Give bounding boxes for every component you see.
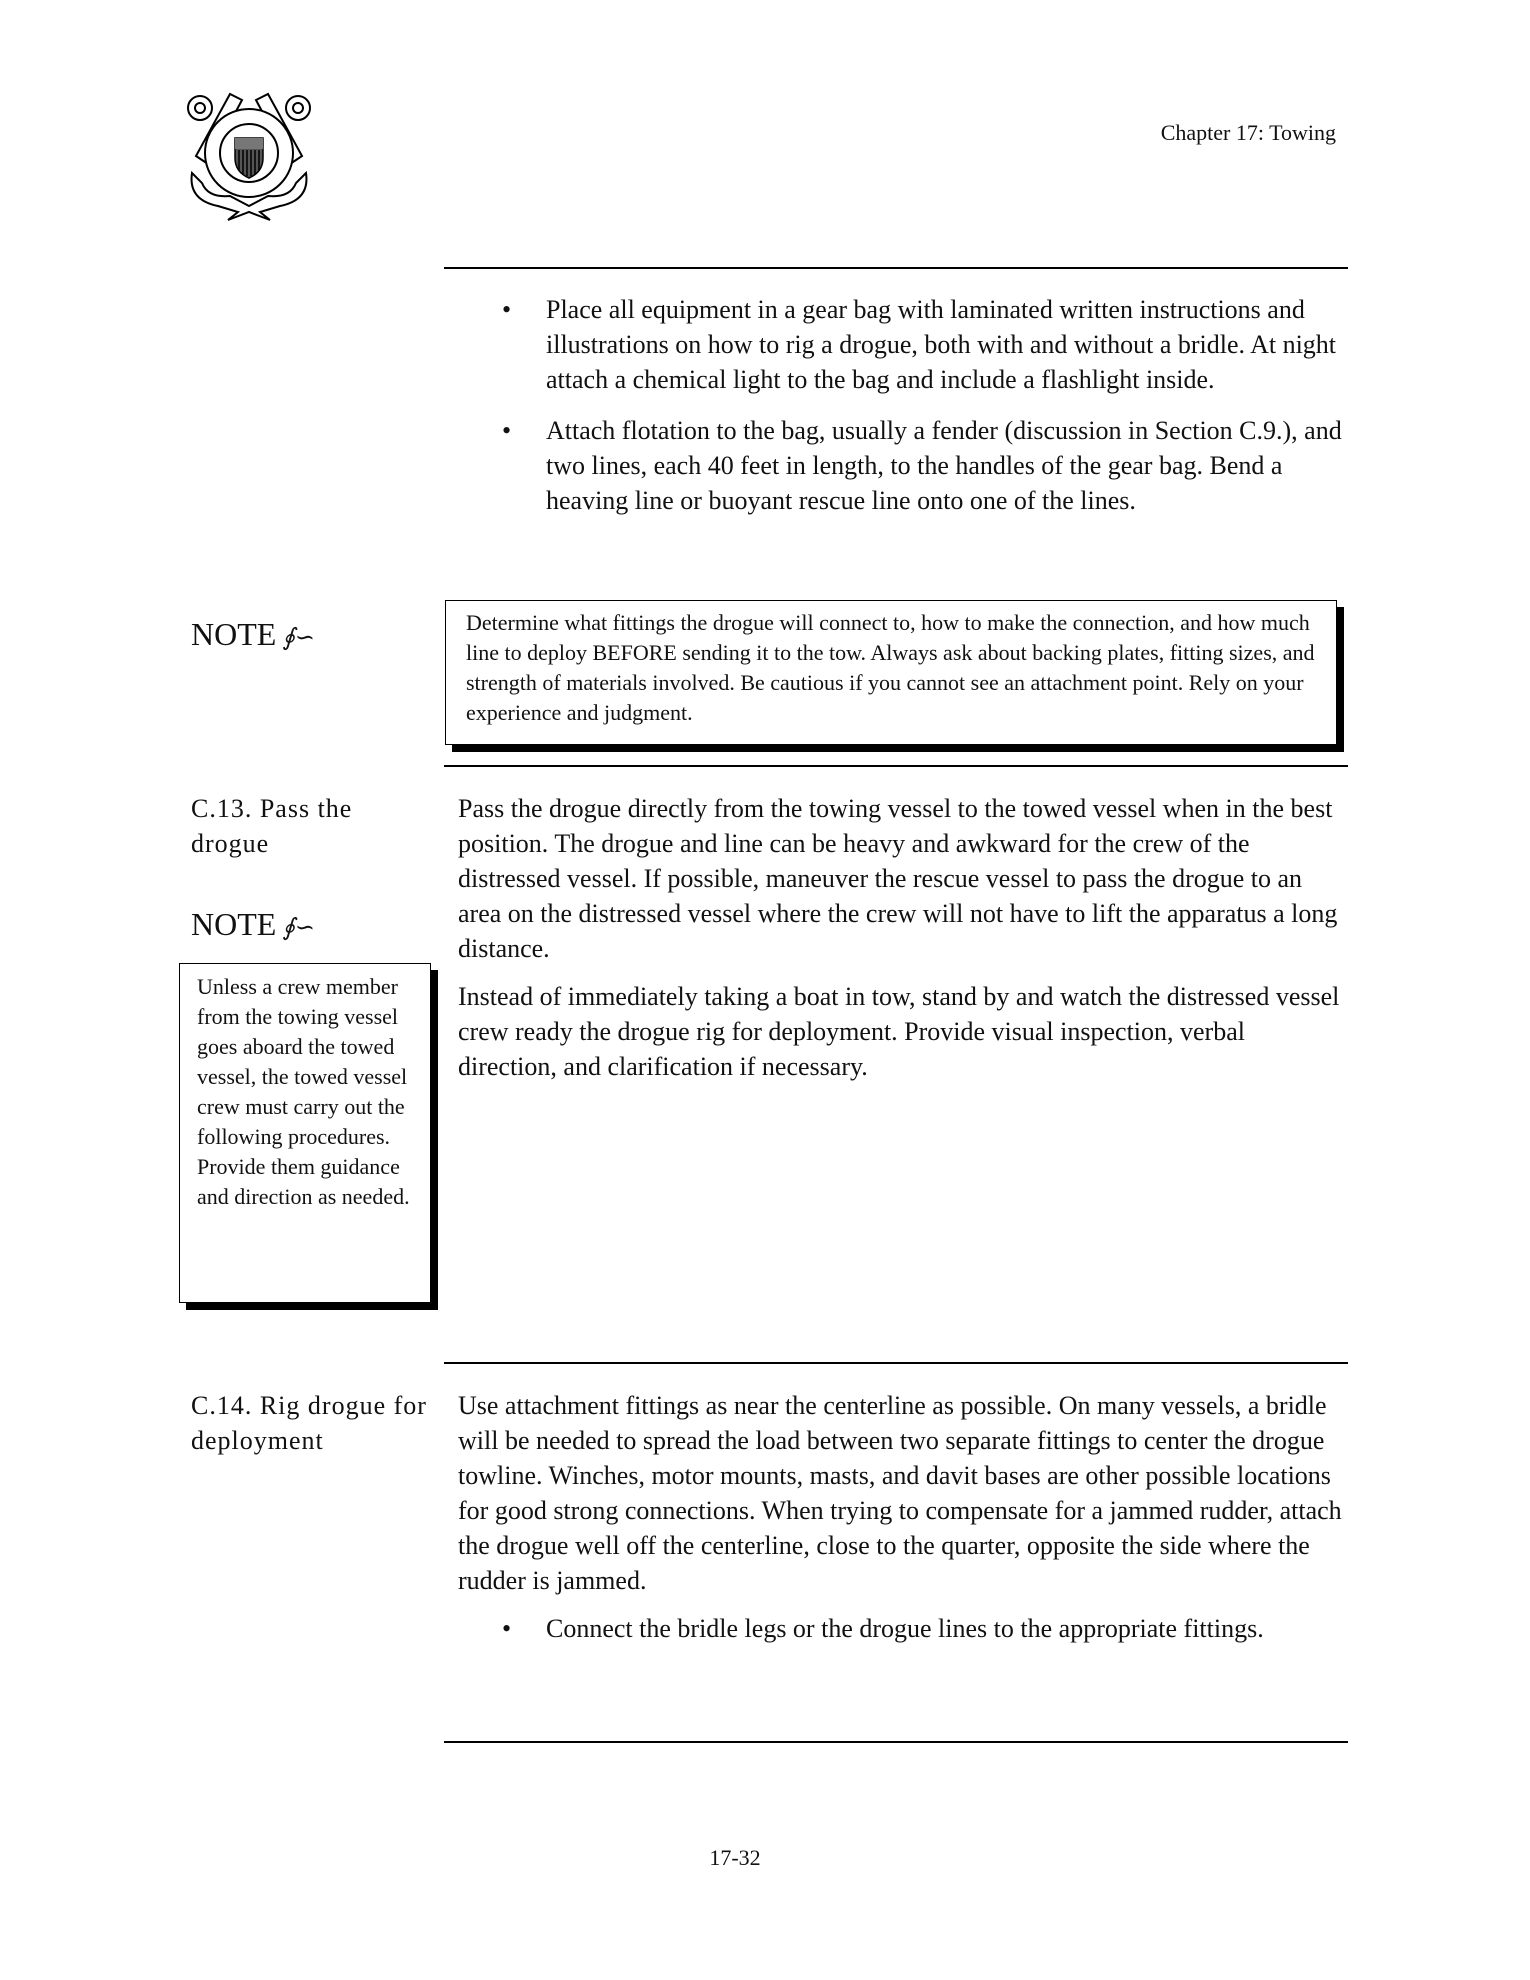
paragraph: Use attachment fittings as near the centerline as possible. On many vessels, a bridle will be needed to spread the load between two separate fittings to center the drogue towline. Winches, motor mounts, masts, and davit bases are other possible locations for good strong connections. When trying to compensate for a jammed rudder, attach the drogue well off the centerline, close to the quarter, opposite the side where the rudder is jammed. (458, 1391, 1342, 1595)
bullet-icon: • (502, 416, 512, 445)
section-divider (444, 1362, 1348, 1364)
note-label: NOTE ∮∽ (191, 616, 315, 652)
list-item: • Connect the bridle legs or the drogue lines to the appropriate fittings. (470, 1611, 1348, 1646)
page-number: 17-32 (709, 1845, 761, 1870)
seal-icon (178, 88, 320, 223)
list-item: • Attach flotation to the bag, usually a fender (discussion in Section C.9.), and two lines, each 40 feet in length, to the handles of the gear bag. Bend a heaving line or buoyant rescue line onto one of the lines. (470, 413, 1350, 518)
coast-guard-logo (178, 88, 320, 223)
section-divider (444, 1741, 1348, 1743)
chapter-title: Chapter 17: Towing (1160, 120, 1336, 145)
section-heading-c14: C.14. Rig drogue for deployment (191, 1391, 427, 1455)
eyeglasses-icon: ∮∽ (282, 625, 315, 651)
section-body-c13 (458, 791, 1348, 1097)
note-box-crew: Unless a crew member from the towing vessel goes aboard the towed vessel, the towed vessel crew must carry out the following procedures. Provide them guidance and direction as needed. (179, 963, 431, 1303)
note-box-fittings: Determine what fittings the drogue will connect to, how to make the connection, and how much line to deploy BEFORE sending it to the tow. Always ask about backing plates, fitting sizes, and strength of materials involved. Be cautious if you cannot see an attachment point. Rely on your experience and judgment. (445, 600, 1337, 745)
bullet-icon: • (502, 295, 512, 324)
eyeglasses-icon: ∮∽ (282, 915, 315, 941)
section-divider (444, 765, 1348, 767)
gear-bag-bullet-list (470, 292, 1350, 534)
section-divider (444, 267, 1348, 269)
list-item: • Place all equipment in a gear bag with laminated written instructions and illustrations on how to rig a drogue, both with and without a bridle. At night attach a chemical light to the bag and include a flashlight inside. (470, 292, 1350, 397)
section-heading-c13: C.13. Pass the drogue (191, 794, 353, 858)
bullet-icon: • (502, 1614, 512, 1643)
section-body-c14 (458, 1388, 1348, 1662)
paragraph: Pass the drogue directly from the towing vessel to the towed vessel when in the best position. The drogue and line can be heavy and awkward for the crew of the distressed vessel. If possible, maneuver the rescue vessel to pass the drogue to an area on the distressed vessel where the crew will not have to lift the apparatus a long distance. (458, 794, 1338, 963)
note-label: NOTE ∮∽ (191, 906, 315, 942)
paragraph: Instead of immediately taking a boat in tow, stand by and watch the distressed vessel crew ready the drogue rig for deployment. Provide visual inspection, verbal direction, and clarification if necessary. (458, 982, 1340, 1081)
